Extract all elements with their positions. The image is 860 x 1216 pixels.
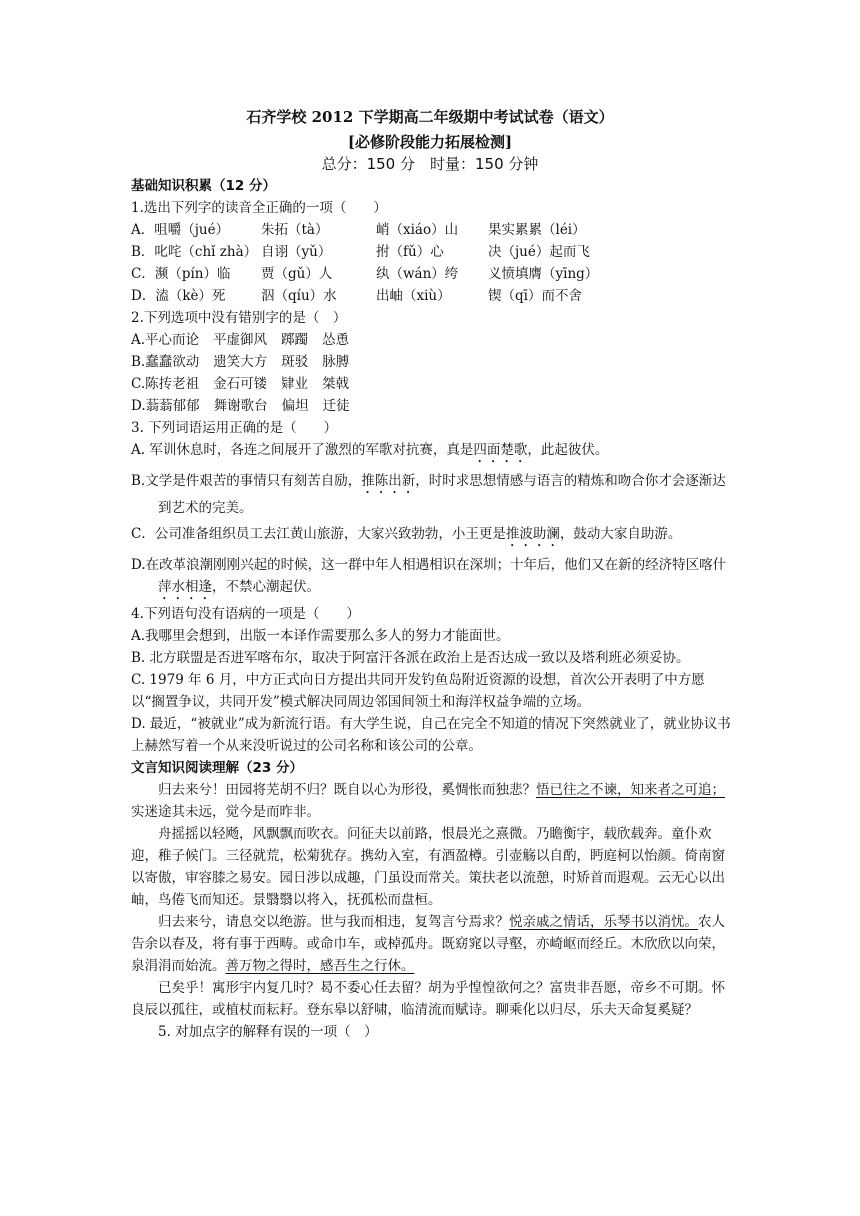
word-item: 迁徒 <box>322 398 350 414</box>
question-4-stem: 4.下列语句没有语病的一项是（ ） <box>131 606 360 622</box>
word-item: 怂恿 <box>322 332 350 348</box>
option-item: 自诩（yǔ） <box>261 244 332 260</box>
exam-body <box>131 175 731 1043</box>
question-2-option-c <box>131 373 731 395</box>
word-item: 脉膊 <box>322 354 350 370</box>
question-3-option-d <box>131 554 731 603</box>
option-item: 泅（qíu）水 <box>261 288 337 304</box>
passage-paragraph-2: 舟摇摇以轻飏，风飘飘而吹衣。问征夫以前路，恨晨光之熹微。乃瞻衡宇，载欣载奔。童仆欢迎，稚子候门。三径就荒，松菊犹存。携幼入室，有酒盈樽。引壶觞以自酌，眄庭柯以怡颜。倚南窗以寄傲，审容膝之易安。园日涉以成趣，门虽设而常关。策扶老以流憩，时矫首而遐观。云无心以出岫，鸟倦飞而知还。景翳翳以将入，抚孤松而盘桓。 <box>131 826 725 908</box>
option-item: A．咀嚼（jué） <box>131 222 230 238</box>
question-2-option-b <box>131 351 731 373</box>
word-item: 舞谢歌台 <box>213 398 268 414</box>
question-4-option-a: A.我哪里会想到，出版一本译作需要那么多人的努力才能面世。 <box>131 628 510 644</box>
option-text: ，鼓动大家自助游。 <box>559 526 682 542</box>
exam-subtitle: [必修阶段能力拓展检测] <box>347 133 513 151</box>
word-item: C.陈抟老祖 <box>131 376 200 392</box>
question-3-option-c <box>131 523 731 550</box>
passage-text: 归去来兮！田园将芜胡不归？既自以心为形役，奚惆怅而独悲？ <box>158 782 536 798</box>
word-item: 偏坦 <box>281 398 309 414</box>
option-item: 义愤填膺（yīng） <box>488 266 599 282</box>
passage-text: 归去来兮，请息交以绝游。世与我而相违，复驾言兮焉求？ <box>158 914 509 930</box>
question-2-stem: 2.下列选项中没有错别字的是（ ） <box>131 310 347 326</box>
option-item: B．叱咤（chǐ zhà） <box>131 244 258 260</box>
question-1-stem: 1.选出下列字的读音全正确的一项（ ） <box>131 200 387 216</box>
word-item: 踯躅 <box>281 332 309 348</box>
word-item: 斑驳 <box>281 354 309 370</box>
word-item: D.蓊蓊郁郁 <box>131 398 200 414</box>
option-item: 纨（wán）绔 <box>376 266 459 282</box>
passage-text: 实迷途其未远，觉今是而昨非。 <box>131 804 320 820</box>
section-heading-basic: 基础知识积累（12 分） <box>131 178 276 194</box>
option-item: 锲（qī）而不舍 <box>488 288 582 304</box>
passage-paragraph-3 <box>131 911 731 977</box>
option-item: 出岫（xiù） <box>376 288 451 304</box>
option-item: 峭（xiáo）山 <box>376 222 459 238</box>
dotted-phrase: 萍水相逢 <box>158 579 212 595</box>
question-1-option-d <box>131 285 731 307</box>
dotted-phrase: 推波助澜 <box>505 526 560 542</box>
passage-text: 农人告余以春及，将有事于西畴。或命巾车，或棹孤舟。既窈窕以寻壑，亦崎岖而经丘。木欣欣以向荣，泉涓涓而始流。 <box>131 914 725 974</box>
option-text: A. 军训休息时，各连之间展开了激烈的军歌对抗赛，真是 <box>131 442 474 458</box>
question-3-option-b <box>131 470 731 519</box>
question-4-option-d: D. 最近，“被就业”成为新流行语。有大学生说，自己在完全不知道的情况下突然就业了，就业协议书上赫然写着一个从来没听说过的公司名称和该公司的公章。 <box>131 716 731 754</box>
question-3-option-a <box>131 439 731 466</box>
underlined-sentence: 善万物之得时，感吾生之行休。 <box>225 958 415 974</box>
word-item: A.平心而论 <box>131 332 200 348</box>
word-item: B.蠢蠢欲动 <box>131 354 200 370</box>
dotted-phrase: 四面楚歌 <box>473 442 528 458</box>
option-item: 果实累累（léi） <box>488 222 586 238</box>
passage-paragraph-4: 已矣乎！寓形宇内复几时？曷不委心任去留？胡为乎惶惶欲何之？富贵非吾愿，帝乡不可期。怀良辰以孤往，或植杖而耘耔。登东皋以舒啸，临清流而赋诗。聊乘化以归尽，乐夫天命复奚疑？ <box>131 980 725 1018</box>
exam-title: 石齐学校 2012 下学期高二年级期中考试试卷（语文） <box>246 108 614 126</box>
word-item: 肄业 <box>281 376 309 392</box>
passage-paragraph-1 <box>131 779 731 823</box>
option-text: ，此起彼伏。 <box>527 442 609 458</box>
option-text: C．公司准备组织员工去江黄山旅游，大家兴致勃勃，小王更是 <box>131 526 506 542</box>
question-3-stem: 3. 下列词语运用正确的是（ ） <box>131 420 338 436</box>
section-heading-classical: 文言知识阅读理解（23 分） <box>131 760 303 776</box>
option-item: 决（jué）起而飞 <box>488 244 590 260</box>
underlined-sentence: 悟已往之不谏，知来者之可追； <box>536 782 725 798</box>
word-item: 桀戟 <box>322 376 350 392</box>
question-4-option-b: B. 北方联盟是否进军喀布尔，取决于阿富汗各派在政治上是否达成一致以及塔利班必须妥协。 <box>131 650 690 666</box>
option-text: B.文学是件艰苦的事情只有刻苦自励， <box>131 473 362 489</box>
question-1-option-a <box>131 219 731 241</box>
question-2-option-d <box>131 395 731 417</box>
option-item: 贾（gǔ）人 <box>261 266 333 282</box>
question-1-option-b <box>131 241 731 263</box>
option-item: D．溘（kè）死 <box>131 288 226 304</box>
option-item: 朱拓（tà） <box>261 222 329 238</box>
option-text: ，时时求思想情感与语言的精炼和吻合你才会逐渐达到艺术的完美。 <box>158 473 726 516</box>
question-4-option-c: C. 1979 年 6 月，中方正式向日方提出共同开发钓鱼岛附近资源的设想，首次公开表明了中方愿以“搁置争议，共同开发”模式解决同周边邻国间领土和海洋权益争端的立场。 <box>131 672 705 710</box>
question-2-option-a <box>131 329 731 351</box>
question-1-option-c <box>131 263 731 285</box>
exam-score-time: 总分：150 分 时量：150 分钟 <box>321 155 539 173</box>
dotted-phrase: 推陈出新 <box>361 473 416 489</box>
question-5-stem: 5. 对加点字的解释有误的一项（ ） <box>158 1024 378 1040</box>
word-item: 金石可镂 <box>213 376 268 392</box>
option-text: ，不禁心潮起伏。 <box>212 579 320 595</box>
option-item: C．濒（pín）临 <box>131 266 231 282</box>
underlined-sentence: 悦亲戚之情话，乐琴书以消忧。 <box>509 914 698 930</box>
option-item: 拊（fǔ）心 <box>376 244 444 260</box>
word-item: 遗笑大方 <box>213 354 268 370</box>
option-text: D.在改革浪潮刚刚兴起的时候，这一群中年人相遇相识在深圳；十年后，他们又在新的经济特区喀什 <box>131 557 727 573</box>
word-item: 平虚御风 <box>213 332 268 348</box>
